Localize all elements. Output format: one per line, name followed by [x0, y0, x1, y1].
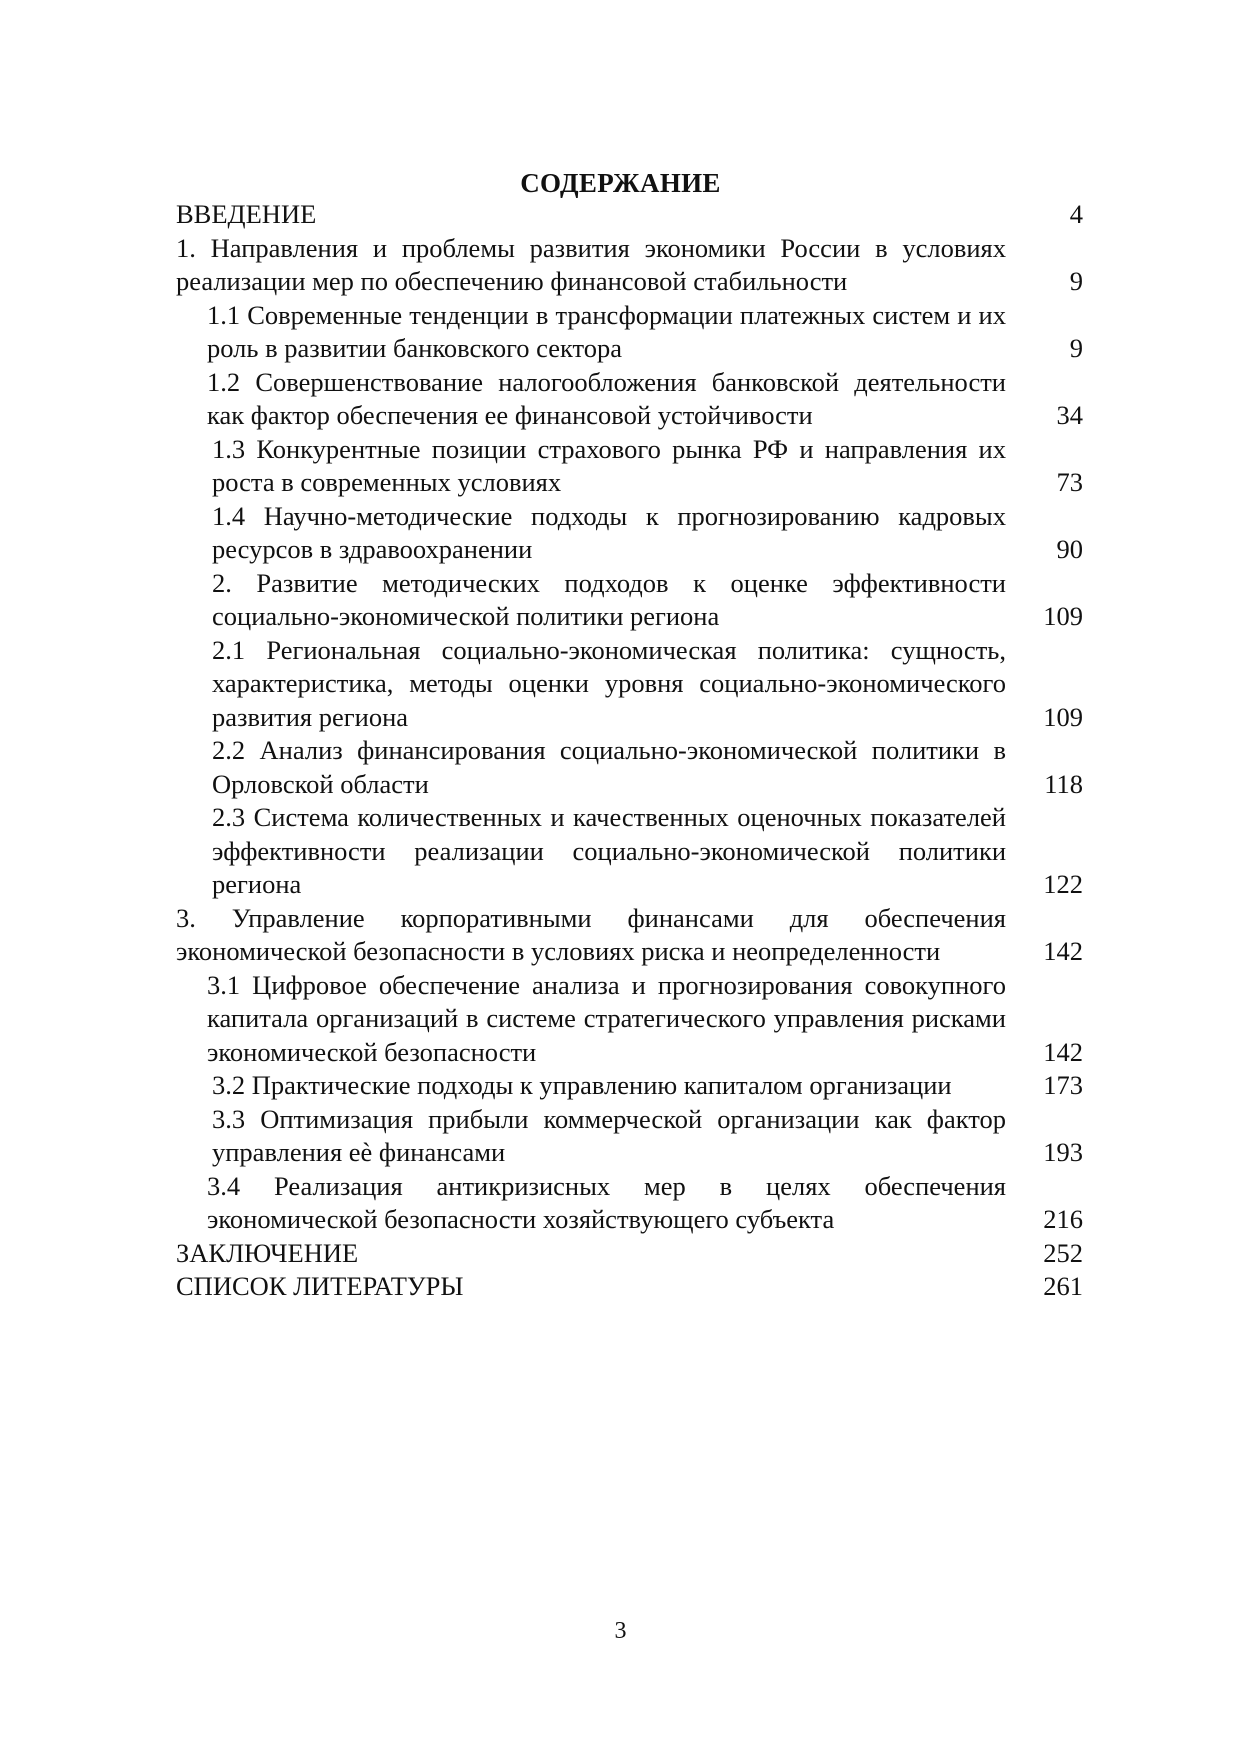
toc-entry-page: 34: [1056, 400, 1083, 430]
toc-entry-section-2-1[interactable]: [0, 634, 1241, 735]
toc-entry-page: 4: [1069, 199, 1083, 229]
toc-entry-page: 118: [1044, 768, 1083, 799]
toc-entry-section-3-4[interactable]: [0, 1170, 1241, 1237]
toc-entry-page: 73: [1056, 467, 1083, 497]
toc-entry-section-1-1[interactable]: [0, 299, 1241, 366]
toc-entry-chapter-1[interactable]: [0, 232, 1241, 299]
toc-entry-page: 252: [1043, 1237, 1083, 1268]
toc-entry-title: 3.4 Реализация антикризисных мер в целях обеспечения экономической безопасности хозяйствующего субъекта: [207, 1170, 1006, 1234]
toc-entry-page: 122: [1043, 869, 1083, 899]
toc-entry-title: 3.3 Оптимизация прибыли коммерческой организации как фактор управления еѐ финансами: [212, 1103, 1006, 1167]
toc-entry-page: 9: [1069, 266, 1083, 296]
table-of-contents: [0, 198, 1241, 1304]
toc-entry-page: 109: [1043, 701, 1083, 732]
toc-entry-title: 3.1 Цифровое обеспечение анализа и прогнозирования совокупного капитала организаций в системе стратегического управления рисками экономической безопасности: [207, 969, 1006, 1067]
toc-entry-page: 261: [1043, 1271, 1083, 1301]
toc-title: СОДЕРЖАНИЕ: [520, 168, 721, 198]
toc-entry-page: 193: [1043, 1137, 1083, 1167]
toc-entry-title: 1.1 Современные тенденции в трансформации платежных систем и их роль в развитии банковского сектора: [207, 299, 1006, 363]
toc-entry-title: ЗАКЛЮЧЕНИЕ: [176, 1237, 359, 1268]
toc-entry-section-2-3[interactable]: [0, 801, 1241, 902]
toc-entry-title: 2.2 Анализ финансирования социально-экономической политики в Орловской области: [212, 735, 1006, 799]
toc-entry-title: 1.3 Конкурентные позиции страхового рынка РФ и направления их роста в современных условиях: [212, 433, 1006, 497]
page-number: 3: [614, 1618, 627, 1644]
toc-entry-title: 2.3 Система количественных и качественных оценочных показателей эффективности реализации социально-экономической политики региона: [212, 802, 1006, 899]
toc-entry-introduction[interactable]: [0, 198, 1241, 232]
toc-entry-page: 90: [1056, 534, 1083, 564]
toc-entry-page: 173: [1043, 1070, 1083, 1100]
toc-entry-section-3-2[interactable]: [0, 1069, 1241, 1103]
toc-entry-title: 2. Развитие методических подходов к оценке эффективности социально-экономической политики региона: [212, 567, 1006, 631]
toc-entry-title: 3. Управление корпоративными финансами для обеспечения экономической безопасности в условиях риска и неопределенности: [176, 902, 1006, 966]
toc-entry-conclusion[interactable]: [0, 1237, 1241, 1271]
toc-entry-section-1-2[interactable]: [0, 366, 1241, 433]
toc-entry-title: СПИСОК ЛИТЕРАТУРЫ: [176, 1271, 464, 1301]
toc-entry-chapter-3[interactable]: [0, 902, 1241, 969]
toc-entry-section-1-4[interactable]: [0, 500, 1241, 567]
toc-entry-title: 1.4 Научно-методические подходы к прогнозированию кадровых ресурсов в здравоохранении: [212, 500, 1006, 564]
toc-entry-title: ВВЕДЕНИЕ: [176, 199, 317, 229]
toc-entry-page: 216: [1043, 1204, 1083, 1234]
toc-entry-title: 3.2 Практические подходы к управлению капиталом организации: [212, 1070, 952, 1100]
toc-entry-title: 1.2 Совершенствование налогообложения банковской деятельности как фактор обеспечения ее финансовой устойчивости: [207, 366, 1006, 430]
toc-entry-chapter-2[interactable]: [0, 567, 1241, 634]
toc-entry-page: 109: [1043, 601, 1083, 631]
toc-entry-section-1-3[interactable]: [0, 433, 1241, 500]
toc-entry-section-3-1[interactable]: [0, 969, 1241, 1070]
toc-entry-page: 142: [1043, 1036, 1083, 1067]
toc-entry-title: 1. Направления и проблемы развития экономики России в условиях реализации мер по обеспечению финансовой стабильности: [176, 232, 1006, 296]
toc-entry-title: 2.1 Региональная социально-экономическая политика: сущность, характеристика, методы оценки уровня социально-экономического развития региона: [212, 634, 1006, 732]
toc-entry-section-3-3[interactable]: [0, 1103, 1241, 1170]
toc-entry-references[interactable]: [0, 1270, 1241, 1304]
toc-entry-page: 9: [1069, 333, 1083, 363]
toc-entry-section-2-2[interactable]: [0, 734, 1241, 801]
toc-entry-page: 142: [1043, 936, 1083, 966]
